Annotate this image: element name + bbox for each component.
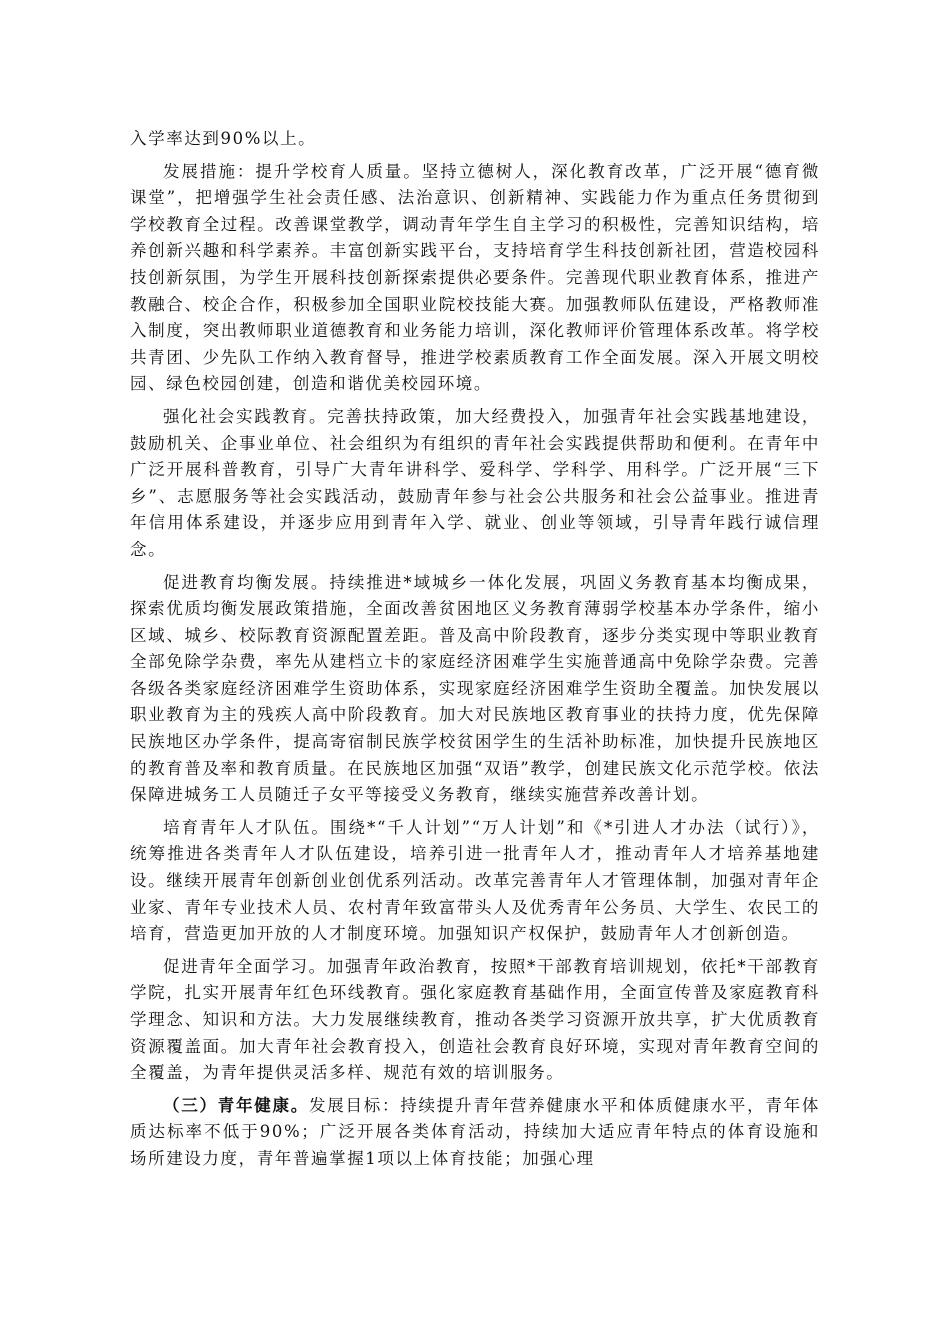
section-heading-body: 发展目标：持续提升青年营养健康水平和体质健康水平，青年体质达标率不低于90%；广泛开展各类体育活动，持续加大适应青年特点的体育设施和场所建设力度，青年普遍掌握1项以上体育技能；加强心理 xyxy=(130,1095,820,1168)
paragraph-talent-team: 培育青年人才队伍。围绕*“千人计划”“万人计划”和《*引进人才办法（试行）》，统筹推进各类青年人才队伍建设，培养引进一批青年人才，推动青年人才培养基地建设。继续开展青年创新创业创优系列活动。改革完善青年人才管理体制，加强对青年企业家、青年专业技术人员、农村青年致富带头人及优秀青年公务员、大学生、农民工的培育，营造更加开放的人才制度环境。加强知识产权保护，鼓励青年人才创新创造。 xyxy=(130,817,820,944)
paragraph-comprehensive-learning: 促进青年全面学习。加强青年政治教育，按照*干部教育培训规划，依托*干部教育学院，扎实开展青年红色环线教育。强化家庭教育基础作用，全面宣传普及家庭教育科学理念、知识和方法。大力发展继续教育，推动各类学习资源开放共享，扩大优质教育资源覆盖面。加大青年社会教育投入，创造社会教育良好环境，实现对青年教育空间的全覆盖，为青年提供灵活多样、规范有效的培训服务。 xyxy=(130,956,820,1083)
paragraph-youth-health xyxy=(130,1093,820,1173)
paragraph-continuation: 入学率达到90%以上。 xyxy=(130,129,317,148)
document-page xyxy=(130,126,820,1173)
paragraph-social-practice: 强化社会实践教育。完善扶持政策，加大经费投入，加强青年社会实践基地建设，鼓励机关、企事业单位、社会组织为有组织的青年社会实践提供帮助和便利。在青年中广泛开展科普教育，引导广大青年讲科学、爱科学、学科学、用科学。广泛开展“三下乡”、志愿服务等社会实践活动，鼓励青年参与社会公共服务和社会公益事业。推进青年信用体系建设，并逐步应用到青年入学、就业、创业等领域，引导青年践行诚信理念。 xyxy=(130,406,820,559)
paragraph-development-measures: 发展措施：提升学校育人质量。坚持立德树人，深化教育改革，广泛开展“德育微课堂”，把增强学生社会责任感、法治意识、创新精神、实践能力作为重点任务贯彻到学校教育全过程。改善课堂教学，调动青年学生自主学习的积极性，完善知识结构，培养创新兴趣和科学素养。丰富创新实践平台，支持培育学生科技创新社团，营造校园科技创新氛围，为学生开展科技创新探索提供必要条件。完善现代职业教育体系，推进产教融合、校企合作，积极参加全国职业院校技能大赛。加强教师队伍建设，严格教师准入制度，突出教师职业道德教育和业务能力培训，深化教师评价管理体系改革。将学校共青团、少先队工作纳入教育督导，推进学校素质教育工作全面发展。深入开展文明校园、绿色校园创建，创造和谐优美校园环境。 xyxy=(130,161,820,394)
paragraph-education-balance: 促进教育均衡发展。持续推进*域城乡一体化发展，巩固义务教育基本均衡成果，探索优质均衡发展政策措施，全面改善贫困地区义务教育薄弱学校基本办学条件，缩小区域、城乡、校际教育资源配置差距。普及高中阶段教育，逐步分类实现中等职业教育全部免除学杂费，率先从建档立卡的家庭经济困难学生实施普通高中免除学杂费。完善各级各类家庭经济困难学生资助体系，实现家庭经济困难学生资助全覆盖。加快发展以职业教育为主的残疾人高中阶段教育。加大对民族地区教育事业的扶持力度，优先保障民族地区办学条件，提高寄宿制民族学校贫困学生的生活补助标准，加快提升民族地区的教育普及率和教育质量。在民族地区加强“双语”教学，创建民族文化示范学校。依法保障进城务工人员随迁子女平等接受义务教育，继续实施营养改善计划。 xyxy=(130,572,820,805)
section-heading: （三）青年健康。 xyxy=(163,1095,310,1115)
